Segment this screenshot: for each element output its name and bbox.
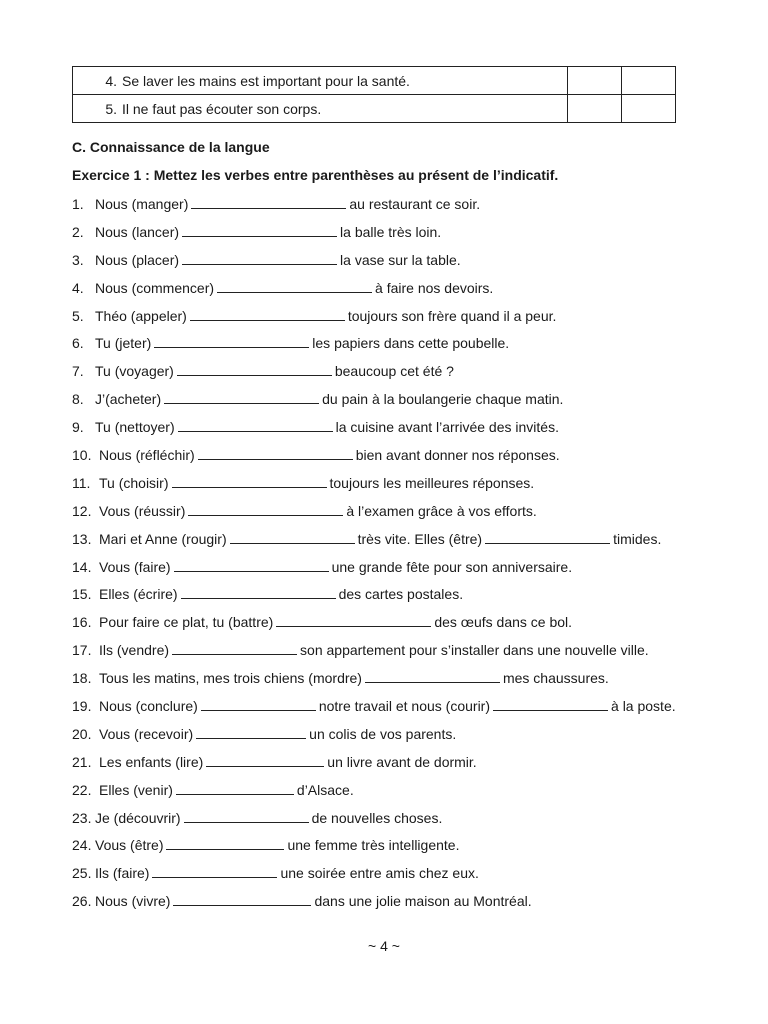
item-continuation: un colis de vos parents.	[309, 725, 457, 742]
item-prompt: Vous (réussir)	[99, 502, 186, 519]
item-prompt: Tu (nettoyer)	[95, 419, 175, 436]
answer-blank[interactable]	[174, 558, 329, 572]
item-prompt: Tu (jeter)	[95, 335, 152, 352]
item-prompt: Nous (conclure)	[99, 698, 198, 715]
exercise-item	[72, 613, 752, 641]
statement-cell	[73, 67, 568, 95]
answer-blank[interactable]	[493, 697, 608, 711]
item-prompt: Nous (placer)	[95, 251, 180, 268]
answer-blank[interactable]	[217, 279, 372, 293]
item-number: 23.	[72, 809, 92, 826]
answer-blank[interactable]	[201, 697, 316, 711]
table-row	[73, 95, 676, 123]
statement-number: 4.	[105, 72, 117, 89]
item-prompt: Elles (venir)	[99, 781, 173, 798]
section-title: C. Connaissance de la langue	[72, 139, 270, 155]
exercise-item	[72, 446, 752, 474]
item-number: 3.	[72, 251, 84, 268]
true-false-table	[72, 66, 676, 123]
exercise-item	[72, 864, 752, 892]
exercise-item	[72, 195, 752, 223]
answer-blank[interactable]	[276, 613, 431, 627]
answer-box-false[interactable]	[622, 67, 676, 95]
item-number: 2.	[72, 223, 84, 240]
item-number: 17.	[72, 642, 92, 659]
item-continuation: à l’examen grâce à vos efforts.	[346, 502, 537, 519]
item-continuation: la balle très loin.	[340, 223, 442, 240]
item-continuation: des œufs dans ce bol.	[434, 614, 573, 631]
answer-blank[interactable]	[365, 669, 500, 683]
statement-cell	[73, 95, 568, 123]
item-continuation: la vase sur la table.	[340, 251, 461, 268]
item-number: 24.	[72, 837, 92, 854]
exercise-title: Exercice 1 : Mettez les verbes entre parenthèses au présent de l’indicatif.	[72, 167, 559, 183]
answer-box-true[interactable]	[568, 67, 622, 95]
answer-blank[interactable]	[230, 530, 355, 544]
item-prompt: Elles (écrire)	[99, 586, 178, 603]
answer-blank[interactable]	[173, 892, 311, 906]
item-prompt: Vous (faire)	[99, 558, 171, 575]
item-number: 12.	[72, 502, 92, 519]
item-number: 18.	[72, 670, 92, 687]
item-prompt: Tous les matins, mes trois chiens (mordre)	[99, 670, 362, 687]
item-prompt: Nous (lancer)	[95, 223, 180, 240]
item-ending: à la poste.	[611, 698, 676, 715]
item-continuation: bien avant donner nos réponses.	[355, 447, 560, 464]
exercise-item	[72, 725, 752, 753]
answer-blank[interactable]	[196, 725, 306, 739]
exercise-item	[72, 418, 752, 446]
item-continuation: mes chaussures.	[502, 670, 609, 687]
answer-blank[interactable]	[184, 809, 309, 823]
answer-blank[interactable]	[181, 585, 336, 599]
item-prompt: Pour faire ce plat, tu (battre)	[99, 614, 274, 631]
exercise-item	[72, 390, 752, 418]
answer-blank[interactable]	[154, 334, 309, 348]
answer-blank[interactable]	[177, 362, 332, 376]
answer-blank[interactable]	[188, 502, 343, 516]
exercise-item	[72, 362, 752, 390]
item-number: 5.	[72, 307, 84, 324]
item-continuation: des cartes postales.	[338, 586, 464, 603]
exercise-item	[72, 223, 752, 251]
item-continuation: une femme très intelligente.	[287, 837, 460, 854]
answer-blank[interactable]	[172, 474, 327, 488]
item-prompt: Ils (vendre)	[99, 642, 170, 659]
answer-blank[interactable]	[198, 446, 353, 460]
item-number: 22.	[72, 781, 92, 798]
item-continuation: une grande fête pour son anniversaire.	[331, 558, 573, 575]
item-continuation: un livre avant de dormir.	[327, 753, 477, 770]
exercise-item	[72, 558, 752, 586]
item-prompt: Tu (voyager)	[95, 363, 174, 380]
item-continuation: beaucoup cet été ?	[334, 363, 454, 380]
item-prompt: Je (découvrir)	[95, 809, 181, 826]
exercise-item	[72, 530, 752, 558]
item-continuation: les papiers dans cette poubelle.	[312, 335, 510, 352]
item-prompt: Vous (recevoir)	[99, 725, 194, 742]
answer-blank[interactable]	[176, 781, 294, 795]
item-continuation: au restaurant ce soir.	[349, 196, 481, 212]
item-number: 25.	[72, 865, 92, 882]
item-number: 14.	[72, 558, 92, 575]
item-continuation: d’Alsace.	[296, 781, 354, 798]
item-prompt: Théo (appeler)	[95, 307, 187, 324]
answer-blank[interactable]	[190, 307, 345, 321]
exercise-item	[72, 334, 752, 362]
item-continuation: du pain à la boulangerie chaque matin.	[322, 391, 564, 408]
statement-text: Se laver les mains est important pour la santé.	[122, 72, 410, 89]
answer-blank[interactable]	[191, 195, 346, 209]
item-continuation: de nouvelles choses.	[311, 809, 443, 826]
answer-blank[interactable]	[178, 418, 333, 432]
item-number: 9.	[72, 419, 84, 436]
item-continuation: très vite. Elles (être)	[357, 530, 483, 547]
exercise-items	[72, 195, 752, 920]
item-number: 8.	[72, 391, 84, 408]
exercise-item	[72, 251, 752, 279]
item-continuation: une soirée entre amis chez eux.	[280, 865, 479, 882]
table-row	[73, 67, 676, 95]
item-continuation: à faire nos devoirs.	[375, 279, 494, 296]
item-number: 13.	[72, 530, 92, 547]
exercise-item	[72, 669, 752, 697]
answer-blank[interactable]	[485, 530, 610, 544]
statement-text: Il ne faut pas écouter son corps.	[122, 100, 322, 117]
item-continuation: notre travail et nous (courir)	[318, 698, 491, 715]
item-prompt: Mari et Anne (rougir)	[99, 530, 227, 547]
exercise-item	[72, 697, 752, 725]
answer-box-false[interactable]	[622, 95, 676, 123]
page-number: ~ 4 ~	[368, 938, 400, 954]
item-number: 10.	[72, 447, 92, 464]
exercise-item	[72, 307, 752, 335]
exercise-item	[72, 781, 752, 809]
item-prompt: Nous (manger)	[95, 196, 189, 212]
item-prompt: Ils (faire)	[95, 865, 150, 882]
item-number: 20.	[72, 725, 92, 742]
exercise-item	[72, 502, 752, 530]
item-number: 15.	[72, 586, 92, 603]
answer-blank[interactable]	[164, 390, 319, 404]
item-number: 19.	[72, 698, 92, 715]
exercise-item	[72, 641, 752, 669]
item-number: 6.	[72, 335, 84, 352]
item-continuation: son appartement pour s’installer dans une nouvelle ville.	[300, 642, 649, 659]
exercise-item	[72, 474, 752, 502]
item-number: 21.	[72, 753, 92, 770]
answer-blank[interactable]	[172, 641, 297, 655]
item-continuation: toujours les meilleures réponses.	[329, 474, 535, 491]
item-prompt: Vous (être)	[95, 837, 164, 854]
item-prompt: Nous (réfléchir)	[99, 447, 195, 464]
answer-blank[interactable]	[152, 864, 277, 878]
answer-blank[interactable]	[206, 753, 324, 767]
item-number: 11.	[72, 474, 91, 491]
exercise-item	[72, 585, 752, 613]
item-continuation: toujours son frère quand il a peur.	[347, 307, 557, 324]
statement-number: 5.	[105, 100, 117, 117]
item-ending: timides.	[613, 530, 662, 547]
item-prompt: Tu (choisir)	[99, 474, 169, 491]
item-prompt: Les enfants (lire)	[99, 753, 204, 770]
exercise-item	[72, 809, 752, 837]
exercise-item	[72, 892, 752, 920]
answer-blank[interactable]	[182, 223, 337, 237]
item-prompt: Nous (commencer)	[95, 279, 215, 296]
item-prompt: J’(acheter)	[95, 391, 162, 408]
item-continuation: dans une jolie maison au Montréal.	[314, 893, 532, 910]
item-prompt: Nous (vivre)	[95, 893, 171, 910]
item-number: 4.	[72, 279, 84, 296]
item-number: 16.	[72, 614, 92, 631]
exercise-item	[72, 753, 752, 781]
answer-blank[interactable]	[166, 836, 284, 850]
exercise-item	[72, 836, 752, 864]
answer-box-true[interactable]	[568, 95, 622, 123]
item-number: 26.	[72, 893, 92, 910]
item-number: 7.	[72, 363, 84, 380]
item-continuation: la cuisine avant l’arrivée des invités.	[335, 419, 559, 436]
answer-blank[interactable]	[182, 251, 337, 265]
exercise-item	[72, 279, 752, 307]
item-number: 1.	[72, 196, 84, 212]
